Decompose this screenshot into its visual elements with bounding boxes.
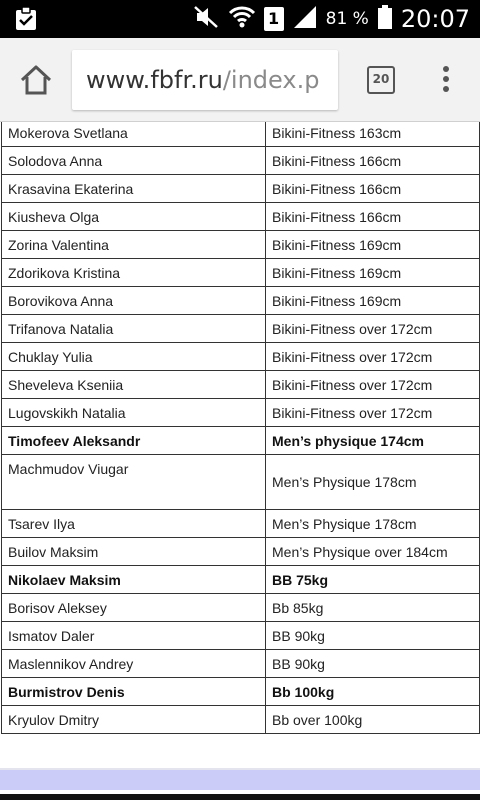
table-row xyxy=(2,455,480,510)
category-cell: Men’s physique 174cm xyxy=(266,427,480,455)
battery-percent: 81 % xyxy=(325,9,369,29)
sim-icon: 1 xyxy=(264,7,284,31)
table-row xyxy=(2,650,480,678)
status-bar xyxy=(0,0,480,38)
table-row xyxy=(2,343,480,371)
results-table xyxy=(1,122,480,734)
table-row xyxy=(2,706,480,734)
athlete-name-cell: Solodova Anna xyxy=(2,147,266,175)
table-row xyxy=(2,538,480,566)
athlete-name-cell: Burmistrov Denis xyxy=(2,678,266,706)
table-row xyxy=(2,678,480,706)
athlete-name-cell: Nikolaev Maksim xyxy=(2,566,266,594)
athlete-name-cell: Trifanova Natalia xyxy=(2,315,266,343)
table-row xyxy=(2,203,480,231)
browser-toolbar xyxy=(0,38,480,122)
status-icons xyxy=(192,0,470,38)
category-cell: Bikini-Fitness 169cm xyxy=(266,259,480,287)
category-cell: Men’s Physique 178cm xyxy=(266,455,480,510)
category-cell: Bikini-Fitness 166cm xyxy=(266,147,480,175)
page-content[interactable] xyxy=(0,122,480,762)
category-cell: Bb 85kg xyxy=(266,594,480,622)
address-bar[interactable] xyxy=(72,50,338,110)
category-cell: BB 90kg xyxy=(266,650,480,678)
table-row xyxy=(2,259,480,287)
wifi-icon xyxy=(228,4,256,34)
athlete-name-cell: Mokerova Svetlana xyxy=(2,122,266,147)
athlete-name-cell: Tsarev Ilya xyxy=(2,510,266,538)
category-cell: Bikini-Fitness 163cm xyxy=(266,122,480,147)
athlete-name-cell: Kiusheva Olga xyxy=(2,203,266,231)
category-cell: Bikini-Fitness 166cm xyxy=(266,203,480,231)
signal-icon xyxy=(292,4,318,34)
page-footer xyxy=(0,762,480,800)
category-cell: Bikini-Fitness over 172cm xyxy=(266,315,480,343)
category-cell: Bikini-Fitness over 172cm xyxy=(266,343,480,371)
category-cell: Bb over 100kg xyxy=(266,706,480,734)
footer-edge xyxy=(0,794,480,800)
category-cell: Bikini-Fitness 169cm xyxy=(266,287,480,315)
athlete-name-cell: Timofeev Aleksandr xyxy=(2,427,266,455)
table-row xyxy=(2,315,480,343)
category-cell: BB 90kg xyxy=(266,622,480,650)
athlete-name-cell: Borovikova Anna xyxy=(2,287,266,315)
athlete-name-cell: Builov Maksim xyxy=(2,538,266,566)
table-row xyxy=(2,399,480,427)
table-row xyxy=(2,510,480,538)
home-button[interactable] xyxy=(18,62,54,98)
athlete-name-cell: Maslennikov Andrey xyxy=(2,650,266,678)
table-row xyxy=(2,287,480,315)
athlete-name-cell: Zorina Valentina xyxy=(2,231,266,259)
athlete-name-cell: Sheveleva Kseniia xyxy=(2,371,266,399)
table-row xyxy=(2,175,480,203)
table-row xyxy=(2,594,480,622)
overflow-menu-icon[interactable] xyxy=(436,66,456,96)
mute-icon xyxy=(192,4,220,34)
category-cell: Bikini-Fitness 166cm xyxy=(266,175,480,203)
athlete-name-cell: Zdorikova Kristina xyxy=(2,259,266,287)
tabs-icon[interactable]: 20 xyxy=(367,66,395,94)
category-cell: Men’s Physique 178cm xyxy=(266,510,480,538)
table-row xyxy=(2,622,480,650)
category-cell: Bikini-Fitness over 172cm xyxy=(266,371,480,399)
athlete-name-cell: Lugovskikh Natalia xyxy=(2,399,266,427)
athlete-name-cell: Kryulov Dmitry xyxy=(2,706,266,734)
url-host: www.fbfr.ru xyxy=(86,66,223,94)
athlete-name-cell: Machmudov Viugar xyxy=(2,455,266,510)
category-cell: Bikini-Fitness 169cm xyxy=(266,231,480,259)
clock: 20:07 xyxy=(400,5,470,33)
table-row xyxy=(2,566,480,594)
table-row xyxy=(2,147,480,175)
table-row xyxy=(2,122,480,147)
category-cell: BB 75kg xyxy=(266,566,480,594)
home-icon xyxy=(18,83,54,102)
athlete-name-cell: Borisov Aleksey xyxy=(2,594,266,622)
footer-strip xyxy=(0,770,480,790)
clipboard-check-icon xyxy=(14,6,38,36)
athlete-name-cell: Chuklay Yulia xyxy=(2,343,266,371)
battery-icon xyxy=(377,4,393,34)
category-cell: Bikini-Fitness over 172cm xyxy=(266,399,480,427)
table-row xyxy=(2,427,480,455)
athlete-name-cell: Ismatov Daler xyxy=(2,622,266,650)
category-cell: Men’s Physique over 184cm xyxy=(266,538,480,566)
category-cell: Bb 100kg xyxy=(266,678,480,706)
url-path: /index.p xyxy=(222,66,320,94)
athlete-name-cell: Krasavina Ekaterina xyxy=(2,175,266,203)
table-row xyxy=(2,231,480,259)
table-row xyxy=(2,371,480,399)
